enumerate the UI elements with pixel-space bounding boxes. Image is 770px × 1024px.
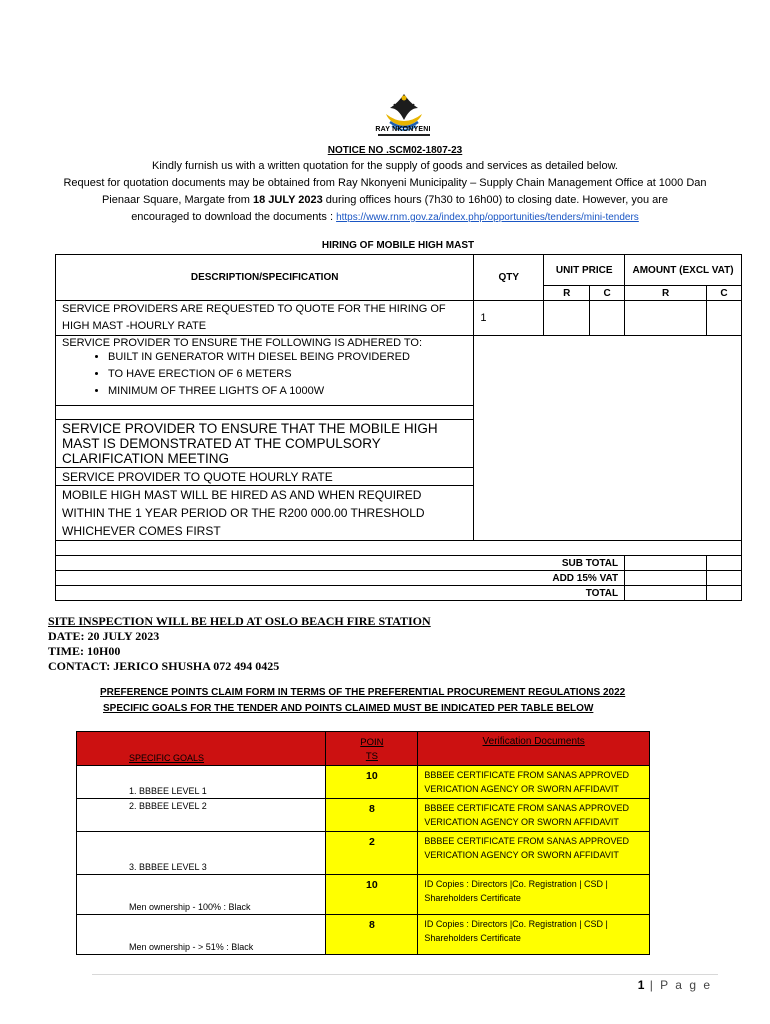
logo-underline (378, 134, 430, 136)
intro-line-1: Kindly furnish us with a written quotation for the supply of goods and services as detailed below. (152, 160, 618, 172)
goal-row-bbbee-1 (77, 766, 326, 799)
row-hiring-unit-r[interactable] (544, 301, 590, 336)
goal-verification: BBBEE CERTIFICATE FROM SANAS APPROVED VERICATION AGENCY OR SWORN AFFIDAVIT (418, 766, 650, 799)
vat-label: ADD 15% VAT (56, 571, 625, 586)
row-requirements (56, 336, 474, 406)
goal-verification: BBBEE CERTIFICATE FROM SANAS APPROVED VERICATION AGENCY OR SWORN AFFIDAVIT (418, 799, 650, 832)
logo-text: RAY NKONYENI (375, 126, 431, 133)
header-amount: AMOUNT (EXCL VAT) (625, 255, 742, 286)
subtotal-c[interactable] (707, 556, 742, 571)
header-amount-c: C (707, 286, 742, 301)
goal-label: 3. BBBEE LEVEL 3 (129, 862, 207, 872)
site-inspection-time: TIME: 10H00 (48, 644, 121, 658)
row-hourly-rate: SERVICE PROVIDER TO QUOTE HOURLY RATE (56, 468, 474, 486)
preference-subheading: SPECIFIC GOALS FOR THE TENDER AND POINTS CLAIMED MUST BE INDICATED PER TABLE BELOW (103, 703, 594, 714)
quotation-table (55, 254, 742, 601)
row-hiring-unit-c[interactable] (590, 301, 625, 336)
row-hiring-amount-c[interactable] (707, 301, 742, 336)
quotation-table-title: HIRING OF MOBILE HIGH MAST (321, 240, 475, 251)
goal-row-men-100 (77, 875, 326, 915)
header-amount-r: R (625, 286, 707, 301)
header-specific-goals (77, 732, 326, 766)
requirement-item: • BUILT IN GENERATOR WITH DIESEL BEING PROVIDERED (108, 349, 467, 366)
header-points (326, 732, 418, 766)
header-unit-c: C (590, 286, 625, 301)
site-inspection-title: SITE INSPECTION WILL BE HELD AT OSLO BEACH FIRE STATION (48, 614, 431, 628)
goal-row-bbbee-2 (77, 799, 326, 832)
page-number (638, 978, 712, 992)
header-unit-price: UNIT PRICE (544, 255, 625, 286)
site-inspection-contact: CONTACT: JERICO SHUSHA 072 494 0425 (48, 659, 280, 673)
goal-points: 10 (326, 875, 418, 915)
subtotal-r[interactable] (625, 556, 707, 571)
goal-verification: BBBEE CERTIFICATE FROM SANAS APPROVED VERICATION AGENCY OR SWORN AFFIDAVIT (418, 832, 650, 875)
tenders-link[interactable]: https://www.rnm.gov.za/index.php/opportunities/tenders/mini-tenders (336, 212, 639, 223)
row-hiring-qty: 1 (474, 301, 544, 336)
subtotal-label: SUB TOTAL (56, 556, 625, 571)
total-r[interactable] (625, 586, 707, 601)
intro-line-3c: during offices hours (7h30 to 16h00) to closing date. However, you are (322, 194, 669, 206)
goal-points: 10 (326, 766, 418, 799)
page-label: | P a g e (649, 978, 712, 992)
goal-verification: ID Copies : Directors |Co. Registration | CSD | Shareholders Certificate (418, 875, 650, 915)
footer-divider (92, 974, 718, 975)
row-hiring-description: SERVICE PROVIDERS ARE REQUESTED TO QUOTE FOR THE HIRING OF HIGH MAST -HOURLY RATE (56, 301, 474, 336)
row-demonstration: SERVICE PROVIDER TO ENSURE THAT THE MOBILE HIGH MAST IS DEMONSTRATED AT THE COMPULSORY CLARIFICATION MEETING (56, 420, 474, 468)
row-hiring-amount-r[interactable] (625, 301, 707, 336)
vat-c[interactable] (707, 571, 742, 586)
intro-line-2: Request for quotation documents may be obtained from Ray Nkonyeni Municipality – Supply Chain Management Office at 1000 Dan (63, 177, 707, 189)
preference-heading: PREFERENCE POINTS CLAIM FORM IN TERMS OF THE PREFERENTIAL PROCUREMENT REGULATIONS 2022 (100, 687, 626, 698)
intro-line-4-text: encouraged to download the documents : (131, 211, 337, 223)
requirements-intro: SERVICE PROVIDER TO ENSURE THE FOLLOWING IS ADHERED TO: (62, 337, 423, 349)
intro-line-4 (20, 209, 750, 226)
goal-label: Men ownership - > 51% : Black (129, 942, 254, 952)
site-inspection (48, 614, 431, 674)
vat-r[interactable] (625, 571, 707, 586)
requirement-item: • TO HAVE ERECTION OF 6 METERS (108, 366, 467, 383)
header-specific-goals-label: SPECIFIC GOALS (129, 753, 205, 763)
goal-row-bbbee-3 (77, 832, 326, 875)
row-hire-period: MOBILE HIGH MAST WILL BE HIRED AS AND WHEN REQUIRED WITHIN THE 1 YEAR PERIOD OR THE R200 000.00 THRESHOLD WHICHEVER COMES FIRST (56, 486, 474, 541)
header-verification: Verification Documents (418, 732, 650, 766)
goal-points: 2 (326, 832, 418, 875)
intro-line-3 (20, 192, 750, 209)
merged-blank-area (474, 336, 742, 541)
intro-line-3a: Pienaar Square, Margate from (101, 194, 253, 206)
goal-points: 8 (326, 799, 418, 832)
header-qty: QTY (474, 255, 544, 301)
notice-number: NOTICE NO .SCM02-1807-23 (327, 145, 463, 156)
header-unit-r: R (544, 286, 590, 301)
goal-verification: ID Copies : Directors |Co. Registration | CSD | Shareholders Certificate (418, 915, 650, 955)
goal-points: 8 (326, 915, 418, 955)
row-spacer (56, 406, 474, 420)
goal-row-men-51 (77, 915, 326, 955)
header-points-a: POIN (360, 737, 384, 748)
goal-label: Men ownership - 100% : Black (129, 902, 251, 912)
header-description: DESCRIPTION/SPECIFICATION (56, 255, 474, 301)
intro-paragraph (20, 158, 750, 226)
total-c[interactable] (707, 586, 742, 601)
issue-date: 18 JULY 2023 (253, 194, 323, 206)
requirement-item: • MINIMUM OF THREE LIGHTS OF A 1000W (108, 383, 467, 400)
row-blank (56, 541, 742, 556)
requirements-list (62, 349, 467, 400)
site-inspection-date: DATE: 20 JULY 2023 (48, 629, 160, 643)
header-points-b: TS (365, 751, 378, 762)
goal-label: 2. BBBEE LEVEL 2 (129, 801, 207, 811)
total-label: TOTAL (56, 586, 625, 601)
specific-goals-table (76, 731, 650, 955)
page-number-value: 1 (637, 978, 645, 992)
goal-label: 1. BBBEE LEVEL 1 (129, 786, 207, 796)
